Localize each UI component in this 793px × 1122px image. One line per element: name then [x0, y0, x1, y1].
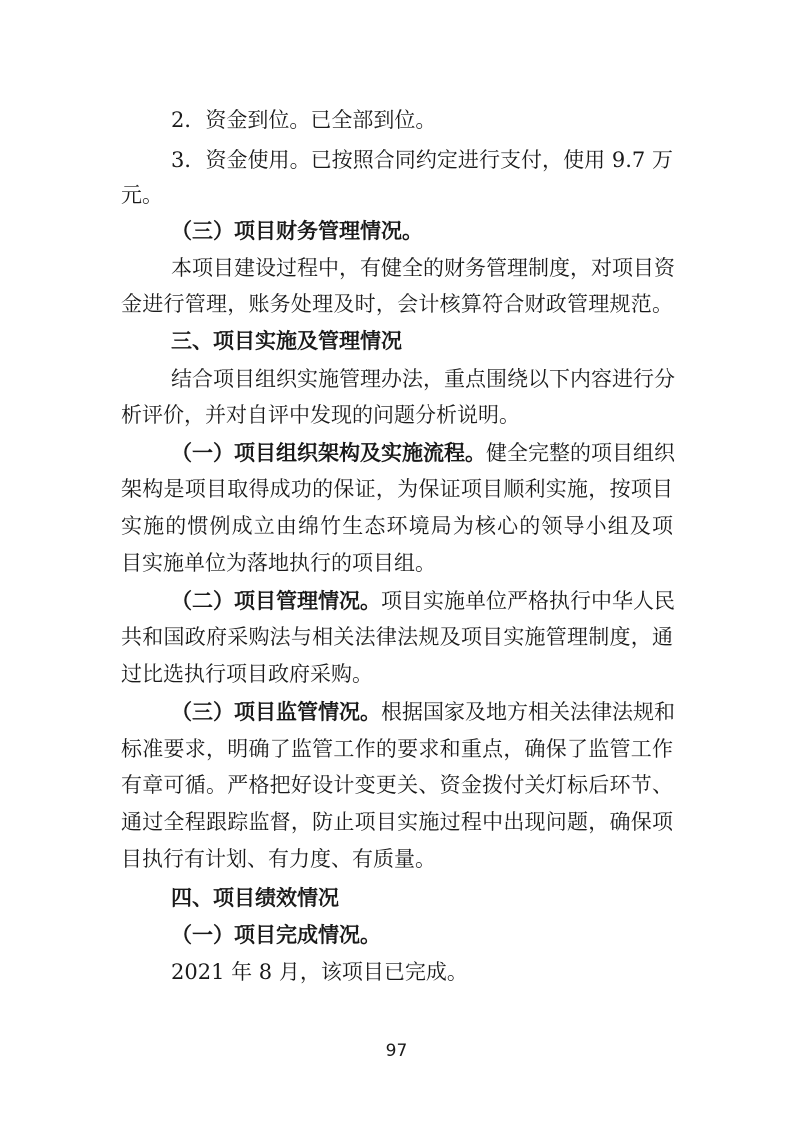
paragraph-line: 过比选执行项目政府采购。 [121, 662, 373, 686]
paragraph-line: 3．资金使用。已按照合同约定进行支付，使用 9.7 万 [171, 148, 673, 172]
paragraph-line: 结合项目组织实施管理办法，重点围绕以下内容进行分 [171, 367, 675, 391]
paragraph-line [171, 441, 673, 465]
section-heading: 四、项目绩效情况 [171, 885, 339, 910]
paragraph-line: 2021 年 8 月，该项目已完成。 [171, 960, 468, 984]
inline-subheading: （三）项目监管情况。 [171, 699, 381, 724]
inline-subheading: （一）项目组织架构及实施流程。 [171, 440, 486, 465]
section-heading: 三、项目实施及管理情况 [171, 328, 402, 353]
section-subheading: （三）项目财务管理情况。 [171, 218, 423, 243]
paragraph-line: 共和国政府采购法与相关法律法规及项目实施管理制度，通 [121, 625, 673, 649]
paragraph-line: 有章可循。严格把好设计变更关、资金拨付关灯标后环节、 [121, 773, 673, 797]
paragraph-text: 项目实施单位严格执行中华人民 [381, 589, 675, 613]
paragraph-line [171, 700, 673, 724]
paragraph-text: 健全完整的项目组织 [486, 441, 675, 465]
paragraph-line: 实施的惯例成立由绵竹生态环境局为核心的领导小组及项 [121, 514, 673, 538]
paragraph-line: 析评价，并对自评中发现的问题分析说明。 [121, 403, 520, 427]
paragraph-line: 2．资金到位。已全部到位。 [171, 108, 437, 132]
paragraph-line: 目执行有计划、有力度、有质量。 [121, 847, 436, 871]
paragraph-line [171, 589, 673, 613]
inline-subheading: （二）项目管理情况。 [171, 588, 381, 613]
page-number: 97 [385, 1041, 408, 1061]
paragraph-line: 架构是项目取得成功的保证，为保证项目顺利实施，按项目 [121, 477, 673, 501]
paragraph-line: 本项目建设过程中，有健全的财务管理制度，对项目资 [171, 256, 675, 280]
paragraph-text: 根据国家及地方相关法律法规和 [381, 700, 675, 724]
paragraph-line: 金进行管理，账务处理及时，会计核算符合财政管理规范。 [121, 292, 673, 316]
paragraph-line: 目实施单位为落地执行的项目组。 [121, 551, 436, 575]
paragraph-line: 元。 [121, 183, 163, 207]
section-subheading: （一）项目完成情况。 [171, 922, 381, 947]
paragraph-line: 标准要求，明确了监管工作的要求和重点，确保了监管工作 [121, 737, 673, 761]
paragraph-line: 通过全程跟踪监督，防止项目实施过程中出现问题，确保项 [121, 810, 673, 834]
